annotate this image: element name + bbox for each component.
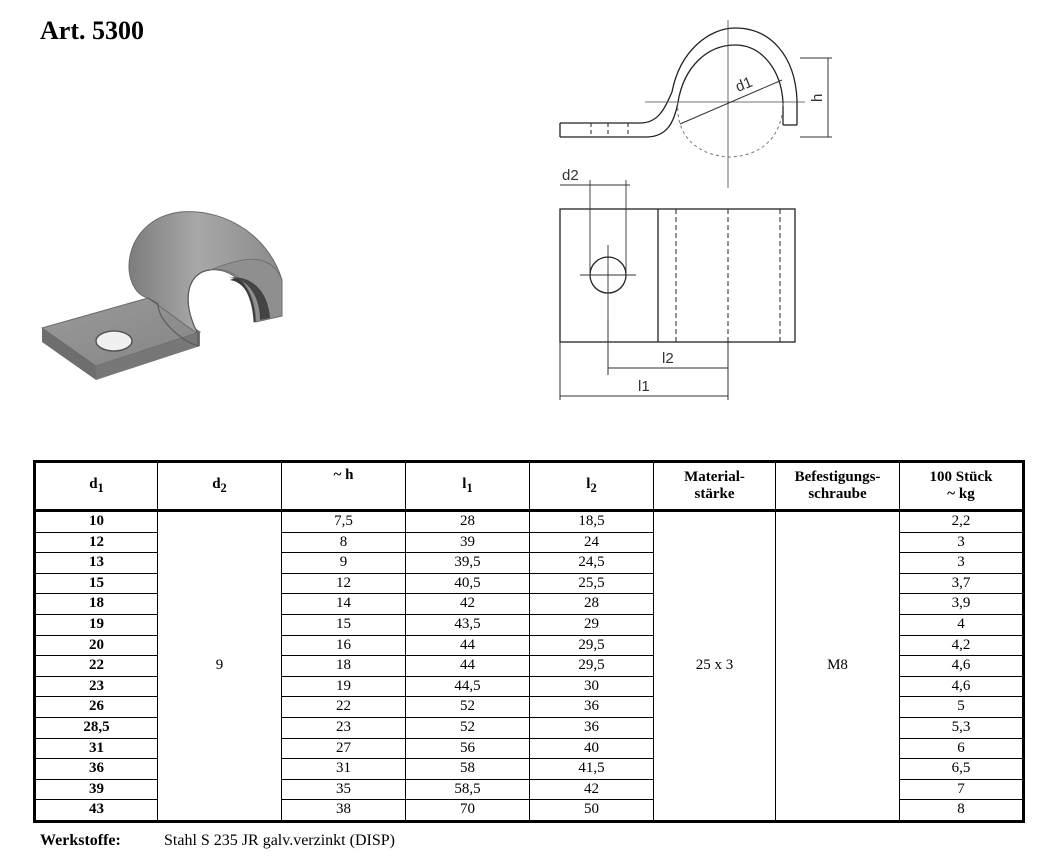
cell-l2: 50 [530, 800, 654, 822]
cell-kg: 4,6 [900, 656, 1024, 677]
cell-kg: 3,7 [900, 573, 1024, 594]
cell-d2: 9 [158, 511, 282, 822]
cell-l2: 41,5 [530, 759, 654, 780]
cell-d1: 28,5 [35, 717, 158, 738]
cell-l2: 29,5 [530, 635, 654, 656]
cell-d1: 31 [35, 738, 158, 759]
cell-d1: 10 [35, 511, 158, 533]
cell-l2: 24 [530, 532, 654, 553]
cell-h: 22 [282, 697, 406, 718]
table-header-row [35, 462, 1024, 511]
cell-kg: 3,9 [900, 594, 1024, 615]
cell-h: 31 [282, 759, 406, 780]
cell-d1: 39 [35, 779, 158, 800]
cell-h: 15 [282, 614, 406, 635]
cell-l1: 44 [406, 656, 530, 677]
cell-l2: 40 [530, 738, 654, 759]
cell-l1: 52 [406, 717, 530, 738]
cell-kg: 8 [900, 800, 1024, 822]
materials-label: Werkstoffe: [40, 832, 121, 849]
cell-kg: 6 [900, 738, 1024, 759]
cell-l2: 42 [530, 779, 654, 800]
cell-kg: 7 [900, 779, 1024, 800]
cell-h: 38 [282, 800, 406, 822]
cell-kg: 6,5 [900, 759, 1024, 780]
cell-l2: 28 [530, 594, 654, 615]
spec-table [33, 460, 1025, 823]
cell-h: 16 [282, 635, 406, 656]
cell-l1: 44,5 [406, 676, 530, 697]
cell-h: 14 [282, 594, 406, 615]
cell-h: 12 [282, 573, 406, 594]
cell-l1: 39 [406, 532, 530, 553]
header-material: Material- stärke [654, 462, 776, 511]
cell-l1: 43,5 [406, 614, 530, 635]
cell-l1: 70 [406, 800, 530, 822]
header-d2: $d_2$ [158, 462, 282, 511]
cell-d1: 13 [35, 553, 158, 574]
cell-l2: 29 [530, 614, 654, 635]
label-l2: l2 [662, 350, 674, 367]
cell-kg: 4,6 [900, 676, 1024, 697]
label-l1: l1 [638, 378, 650, 395]
label-d2: d2 [562, 167, 579, 184]
cell-material: 25 x 3 [654, 511, 776, 822]
cell-l2: 25,5 [530, 573, 654, 594]
header-l1: $l_1$ [406, 462, 530, 511]
cell-kg: 3 [900, 532, 1024, 553]
cell-l2: 18,5 [530, 511, 654, 533]
cell-l1: 56 [406, 738, 530, 759]
cell-h: 8 [282, 532, 406, 553]
cell-d1: 43 [35, 800, 158, 822]
header-screw: Befestigungs- schraube [776, 462, 900, 511]
cell-d1: 19 [35, 614, 158, 635]
cell-l1: 52 [406, 697, 530, 718]
header-l2: $l_2$ [530, 462, 654, 511]
cell-l2: 29,5 [530, 656, 654, 677]
cell-h: 7,5 [282, 511, 406, 533]
article-title: Art. 5300 [40, 16, 144, 45]
cell-h: 9 [282, 553, 406, 574]
cell-kg: 5 [900, 697, 1024, 718]
cell-l1: 39,5 [406, 553, 530, 574]
cell-kg: 5,3 [900, 717, 1024, 738]
header-d1: $d_1$ [35, 462, 158, 511]
technical-drawing [550, 20, 840, 420]
cell-h: 18 [282, 656, 406, 677]
cell-l1: 28 [406, 511, 530, 533]
cell-kg: 4,2 [900, 635, 1024, 656]
cell-d1: 22 [35, 656, 158, 677]
cell-d1: 20 [35, 635, 158, 656]
cell-kg: 2,2 [900, 511, 1024, 533]
cell-l1: 58,5 [406, 779, 530, 800]
cell-l1: 44 [406, 635, 530, 656]
cell-h: 27 [282, 738, 406, 759]
materials-value: Stahl S 235 JR galv.verzinkt (DISP) [164, 832, 395, 849]
cell-d1: 15 [35, 573, 158, 594]
cell-h: 35 [282, 779, 406, 800]
label-d1: d1 [733, 73, 755, 96]
cell-h: 19 [282, 676, 406, 697]
cell-l1: 42 [406, 594, 530, 615]
table-body [35, 511, 1024, 822]
cell-d1: 26 [35, 697, 158, 718]
cell-screw: M8 [776, 511, 900, 822]
header-weight: 100 Stück ~ kg [900, 462, 1024, 511]
cell-d1: 23 [35, 676, 158, 697]
cell-l2: 24,5 [530, 553, 654, 574]
cell-kg: 4 [900, 614, 1024, 635]
cell-l2: 30 [530, 676, 654, 697]
cell-d1: 36 [35, 759, 158, 780]
cell-d1: 12 [35, 532, 158, 553]
header-h: ~ h [282, 462, 406, 511]
cell-l2: 36 [530, 697, 654, 718]
cell-l1: 58 [406, 759, 530, 780]
table-row [35, 511, 1024, 533]
cell-l1: 40,5 [406, 573, 530, 594]
cell-l2: 36 [530, 717, 654, 738]
cell-h: 23 [282, 717, 406, 738]
cell-kg: 3 [900, 553, 1024, 574]
cell-d1: 18 [35, 594, 158, 615]
label-h: h [809, 93, 826, 102]
clamp-3d-render [30, 170, 360, 430]
